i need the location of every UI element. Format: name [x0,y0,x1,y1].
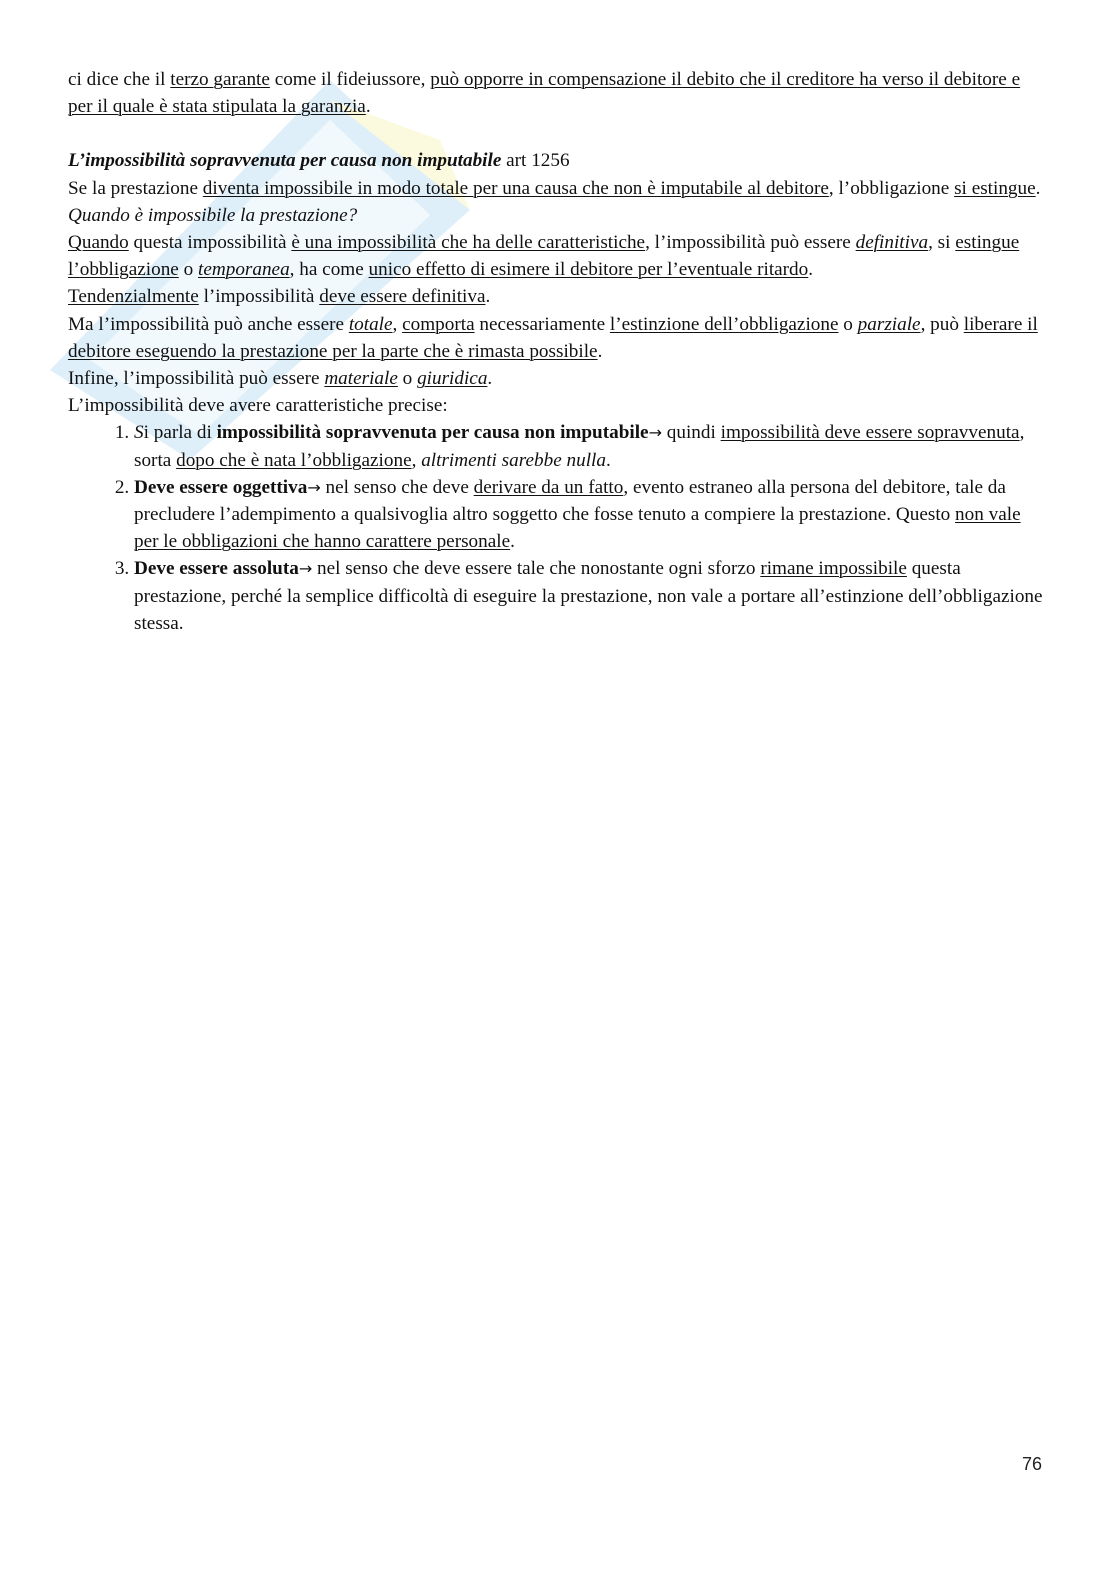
text: , l’obbligazione [828,177,955,199]
right-arrow-icon: → [298,559,313,579]
paragraph-3 [68,283,1048,310]
paragraph-4 [68,311,1048,365]
list-item [134,555,1048,637]
bold-text: Deve essere oggettiva [134,476,308,498]
paragraph-6: L’impossibilità deve avere caratteristiche precise: [68,395,448,417]
text: , sorta [134,422,1025,471]
intro-paragraph [68,66,1048,120]
text: , può [920,313,964,335]
underlined-text: estingue l’obbligazione [68,232,1020,281]
text: quindi [661,422,721,444]
list-item [134,474,1048,556]
section-title: L’impossibilità sopravvenuta per causa non imputabile [68,150,502,172]
paragraph-2 [68,229,1048,283]
underlined-text: liberare il debitore eseguendo la prestazione per la parte che è rimasta possibile [68,313,1038,362]
text: , si [928,232,956,254]
text: . [485,286,491,308]
underlined-text: si estingue [954,177,1036,199]
question-text: Quando è impossibile la prestazione? [68,204,358,226]
page-number: 76 [1022,1454,1043,1474]
text: Se la prestazione [68,177,203,199]
text: . [605,449,611,471]
text: come il fideiussore, [269,69,431,90]
underlined-text: impossibilità deve essere sopravvenuta [720,422,1020,444]
text: o [178,259,199,281]
underlined-text: Quando [68,232,129,254]
section-heading [68,147,1048,174]
text: , l’impossibilità può essere [645,232,856,254]
characteristics-list [68,419,1048,637]
text: ci dice che il [68,69,171,90]
underlined-text: Tendenzialmente [68,286,199,308]
text: . [808,259,814,281]
underlined-italic-text: totale [348,313,393,335]
underlined-text: diventa impossibile in modo totale per una causa che non è imputabile al debitore [202,177,829,199]
italic-text: altrimenti sarebbe nulla [421,449,606,471]
underlined-text: deve essere definitiva [319,286,486,308]
underlined-text: comporta [402,313,475,335]
right-arrow-icon: → [307,477,321,497]
right-arrow-icon: → [648,423,662,443]
text: nel senso che deve essere tale che nonostante ogni sforzo [312,558,761,580]
list-item [134,419,1048,473]
paragraph-1 [68,175,1048,202]
text: . [597,340,603,362]
section-reference: art 1256 [501,150,570,172]
underlined-text: unico effetto di esimere il debitore per l’eventuale ritardo [368,259,809,281]
text: . [365,96,371,118]
text: o [838,313,858,335]
underlined-text: derivare da un fatto [473,476,624,498]
text: Ma l’impossibilità può anche essere [68,313,349,335]
text: , ha come [289,259,369,281]
text: , [411,449,422,471]
bold-text: impossibilità sopravvenuta per causa non imputabile [216,422,649,444]
text: . [487,368,493,390]
underlined-text: rimane impossibile [760,558,907,580]
text: o [397,368,418,390]
text: . [1035,177,1041,199]
spacer [68,120,1048,147]
bold-text: Deve essere assoluta [134,558,299,580]
underlined-italic-text: parziale [857,313,921,335]
text: l’impossibilità [198,286,320,308]
text: . [510,531,515,553]
text: S [134,422,144,444]
underlined-italic-text: materiale [324,368,398,390]
text: Infine, l’impossibilità può essere [68,368,325,390]
underlined-text: può opporre in compensazione il debito che il creditore ha verso il debitore e per il quale è stata stipulata la garanzia [68,69,1021,118]
underlined-italic-text: definitiva [855,232,929,254]
underlined-text: terzo garante [170,69,270,90]
text: questa impossibilità [128,232,292,254]
underlined-text: è una impossibilità che ha delle caratteristiche [291,232,646,254]
paragraph-5 [68,365,1048,392]
underlined-text: dopo che è nata l’obbligazione [176,449,412,471]
underlined-italic-text: temporanea [198,259,290,281]
underlined-text: l’estinzione dell’obbligazione [609,313,839,335]
underlined-text: non vale per le obbligazioni che hanno carattere personale [134,504,1021,553]
text: necessariamente [474,313,610,335]
underlined-italic-text: giuridica [417,368,488,390]
text: questa prestazione, perché la semplice difficoltà di eseguire la prestazione, non vale a portare all’estinzione dell’obbligazione stessa. [134,558,1043,634]
document-page [68,66,1048,637]
text: , evento estraneo alla persona del debitore, tale da precludere l’adempimento a qualsivoglia altro soggetto che fosse tenuto a compiere la prestazione. Questo [134,476,1006,526]
text: i parla di [143,422,217,444]
question-line [68,202,1048,229]
text: nel senso che deve [320,476,474,498]
text: , [392,313,403,335]
